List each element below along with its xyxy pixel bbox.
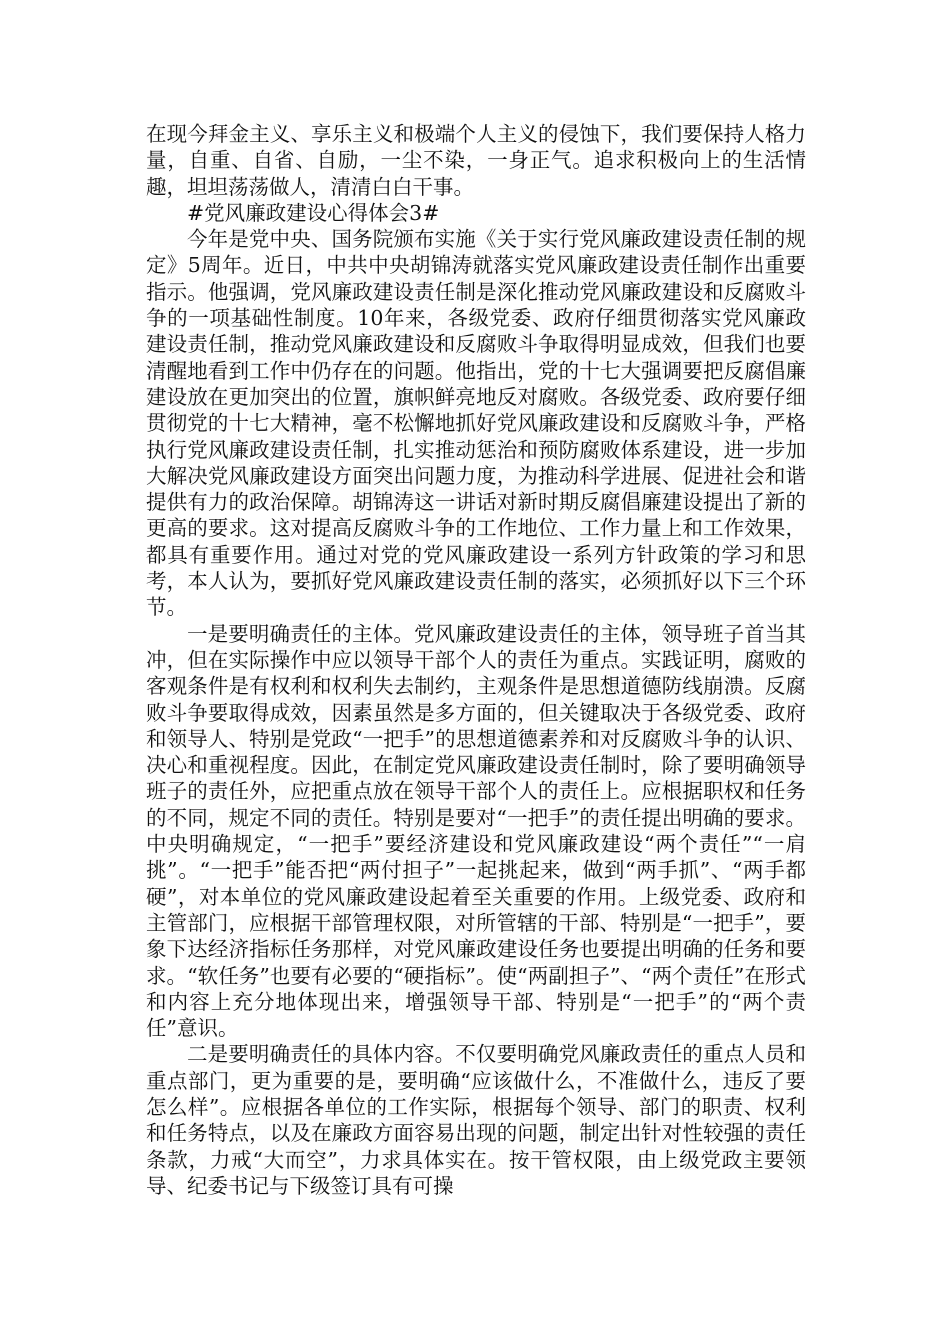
paragraph-intro-continuation: 在现今拜金主义、享乐主义和极端个人主义的侵蚀下，我们要保持人格力量，自重、自省、自励，一尘不染，一身正气。追求积极向上的生活情趣，坦坦荡荡做人，清清白白干事。 <box>146 122 806 199</box>
paragraph-point-one: 一是要明确责任的主体。党风廉政建设责任的主体，领导班子首当其冲，但在实际操作中应以领导干部个人的责任为重点。实践证明，腐败的客观条件是有权利和权利失去制约，主观条件是思想道德防线崩溃。反腐败斗争要取得成效，因素虽然是多方面的，但关键取决于各级党委、政府和领导人、特别是党政“一把手”的思想道德素养和对反腐败斗争的认识、决心和重视程度。因此，在制定党风廉政建设责任制时，除了要明确领导班子的责任外，应把重点放在领导干部个人的责任上。应根据职权和任务的不同，规定不同的责任。特别是要对“一把手”的责任提出明确的要求。中央明确规定，“一把手”要经济建设和党风廉政建设“两个责任”“一肩挑”。“一把手”能否把“两付担子”一起挑起来，做到“两手抓”、“两手都硬”，对本单位的党风廉政建设起着至关重要的作用。上级党委、政府和主管部门，应根据干部管理权限，对所管辖的干部、特别是“一把手”，要象下达经济指标任务那样，对党风廉政建设任务也要提出明确的任务和要求。“软任务”也要有必要的“硬指标”。使“两副担子”、“两个责任”在形式和内容上充分地体现出来，增强领导干部、特别是“一把手”的“两个责任”意识。 <box>146 621 806 1041</box>
document-body <box>146 121 806 1199</box>
paragraph-point-two: 二是要明确责任的具体内容。不仅要明确党风廉政责任的重点人员和重点部门，更为重要的是，要明确“应该做什么，不准做什么，违反了要怎么样”。应根据各单位的工作实际，根据每个领导、部门的职责、权利和任务特点，以及在廉政方面容易出现的问题，制定出针对性较强的责任条款，力戒“大而空”，力求具体实在。按干管权限，由上级党政主要领导、纪委书记与下级签订具有可操 <box>146 1042 806 1198</box>
paragraph-overview: 今年是党中央、国务院颁布实施《关于实行党风廉政建设责任制的规定》5周年。近日，中共中央胡锦涛就落实党风廉政建设责任制作出重要指示。他强调，党风廉政建设责任制是深化推动党风廉政建设和反腐败斗争的一项基础性制度。10年来，各级党委、政府仔细贯彻落实党风廉政建设责任制，推动党风廉政建设和反腐败斗争取得明显成效，但我们也要清醒地看到工作中仍存在的问题。他指出，党的十七大强调要把反腐倡廉建设放在更加突出的位置，旗帜鲜亮地反对腐败。各级党委、政府要仔细贯彻党的十七大精神，毫不松懈地抓好党风廉政建设和反腐败斗争，严格执行党风廉政建设责任制，扎实推动惩治和预防腐败体系建设，进一步加大解决党风廉政建设方面突出问题力度，为推动科学进展、促进社会和谐提供有力的政治保障。胡锦涛这一讲话对新时期反腐倡廉建设提出了新的更高的要求。这对提高反腐败斗争的工作地位、工作力量上和工作效果，都具有重要作用。通过对党的党风廉政建设一系列方针政策的学习和思考，本人认为，要抓好党风廉政建设责任制的落实，必须抓好以下三个环节。 <box>146 227 806 620</box>
section-heading: #党风廉政建设心得体会3# <box>187 200 440 225</box>
